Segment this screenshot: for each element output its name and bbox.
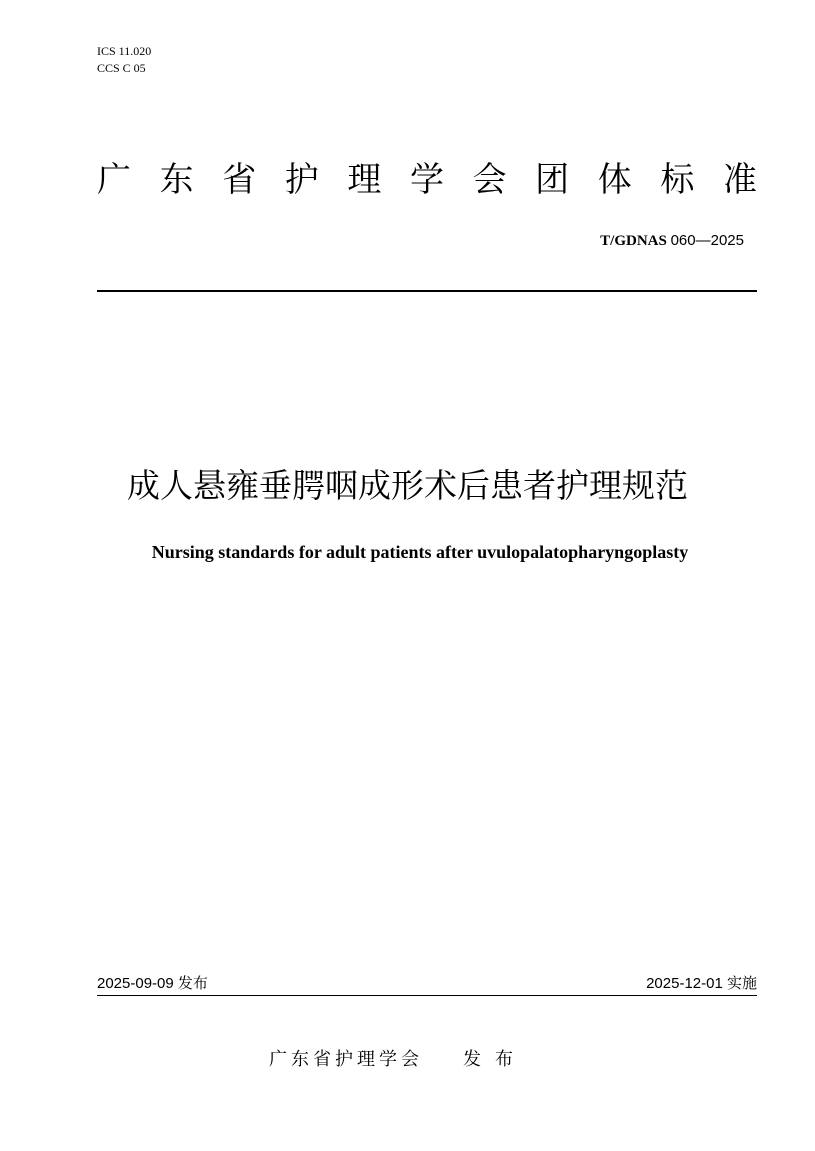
heading-char: 省	[222, 160, 257, 200]
publisher-verb: 发布	[463, 1049, 527, 1070]
standard-number-value: 060—2025	[670, 232, 744, 249]
heading-char: 体	[597, 160, 632, 200]
heading-char: 广	[97, 160, 131, 200]
publisher-line	[269, 1048, 527, 1072]
heading-char: 会	[472, 160, 507, 200]
top-divider	[97, 290, 757, 292]
standard-number	[600, 231, 744, 251]
heading-char: 准	[722, 160, 757, 200]
publisher-name: 广东省护理学会	[269, 1049, 423, 1070]
organization-standard-heading	[97, 158, 757, 202]
heading-char: 东	[159, 160, 194, 200]
bottom-divider	[97, 995, 757, 996]
heading-char: 理	[347, 160, 382, 200]
date-row	[97, 974, 757, 994]
implement-date: 2025-12-01 实施	[646, 975, 757, 992]
publish-date: 2025-09-09 发布	[97, 975, 208, 992]
heading-char: 标	[660, 160, 695, 200]
standard-number-prefix: T/GDNAS	[600, 233, 667, 249]
ccs-code: CCS C 05	[97, 61, 146, 75]
heading-char: 学	[409, 160, 444, 200]
document-title-english: Nursing standards for adult patients after uvulopalatopharyngoplasty	[151, 542, 689, 562]
classification-codes	[97, 43, 151, 77]
ics-code: ICS 11.020	[97, 44, 152, 58]
document-title-chinese: 成人悬雍垂腭咽成形术后患者护理规范	[127, 466, 688, 505]
heading-char: 护	[284, 160, 319, 200]
heading-char: 团	[535, 160, 570, 200]
